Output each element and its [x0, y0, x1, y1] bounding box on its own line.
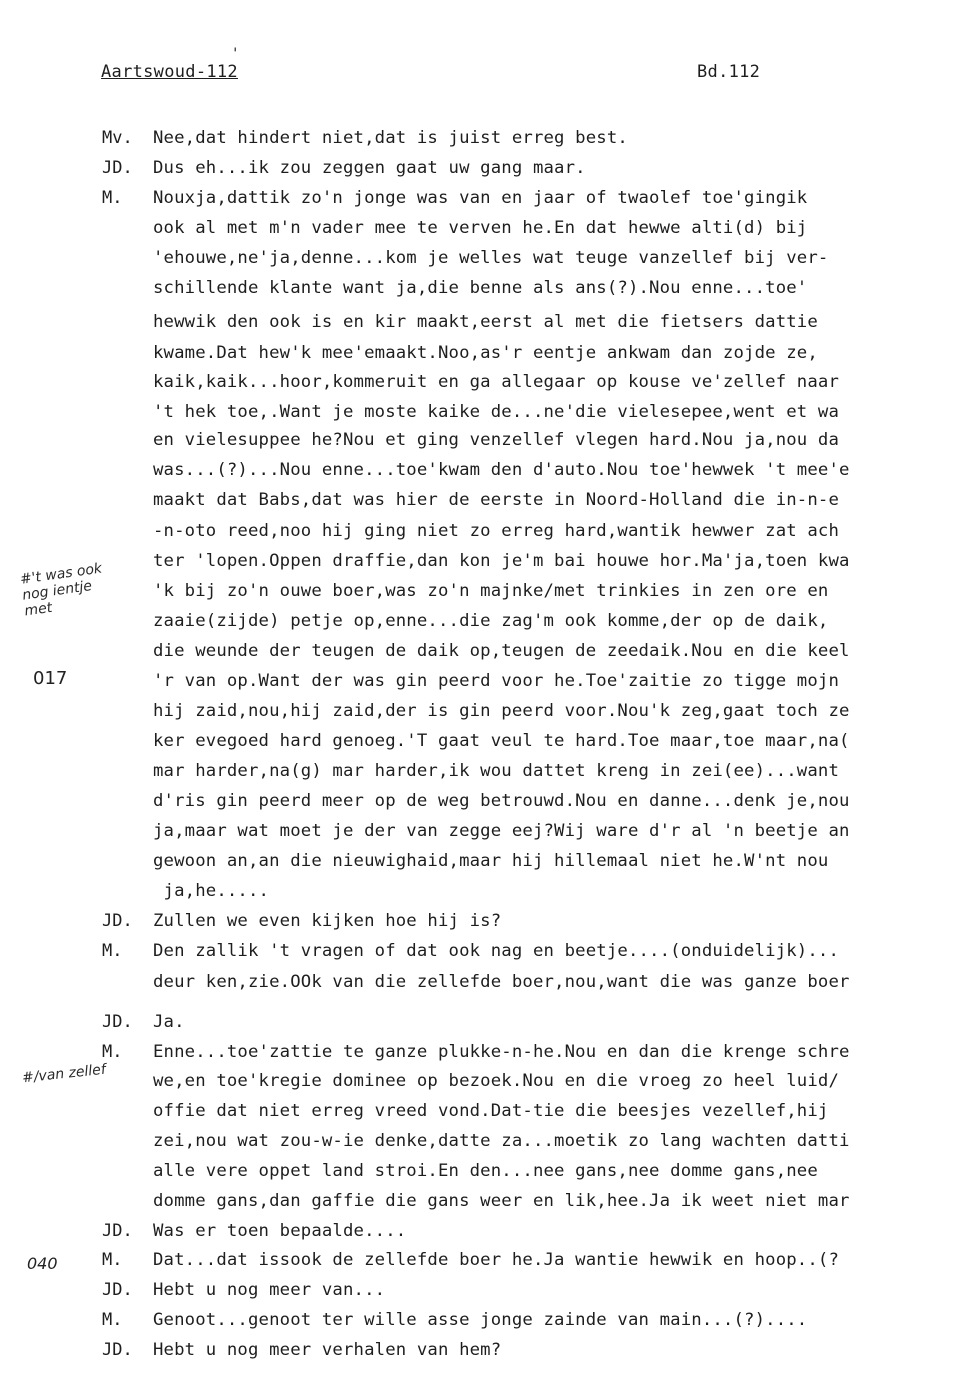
transcript-line: Hebt u nog meer van... [153, 1280, 386, 1300]
speaker-label: JD. [102, 1340, 133, 1360]
transcript-line: Nouxja,dattik zo'n jonge was van en jaar of twaolef toe'gingik [153, 188, 808, 208]
transcript-line: Hebt u nog meer verhalen van hem? [153, 1340, 502, 1360]
transcript-line: Was er toen bepaalde.... [153, 1221, 407, 1241]
transcript-line: hewwik den ook is en kir maakt,eerst al met die fietsers dattie [153, 312, 818, 332]
transcript-line: Genoot...genoot ter wille asse jonge zainde van main...(?).... [153, 1310, 808, 1330]
margin-counter: 040 [27, 1254, 58, 1273]
transcript-line: kwame.Dat hew'k mee'emaakt.Noo,as'r eentje ankwam dan zojde ze, [153, 343, 818, 363]
transcript-line: schillende klante want ja,die benne als ans(?).Nou enne...toe' [153, 278, 808, 298]
transcript-line: domme gans,dan gaffie die gans weer en lik,hee.Ja ik weet niet mar [153, 1191, 850, 1211]
transcript-line: Enne...toe'zattie te ganze plukke-n-he.Nou en dan die krenge schre [153, 1042, 850, 1062]
speaker-label: M. [102, 188, 123, 208]
transcript-line: Zullen we even kijken hoe hij is? [153, 911, 502, 931]
transcript-line: we,en toe'kregie dominee op bezoek.Nou en die vroeg zo heel luid/ [153, 1071, 840, 1091]
transcript-line: 'r van op.Want der was gin peerd voor he.Toe'zaitie zo tigge mojn [153, 671, 840, 691]
transcript-line: offie dat niet erreg vreed vond.Dat-tie die beesjes vezellef,hij [153, 1101, 829, 1121]
transcript-line: Dat...dat issook de zellefde boer he.Ja wantie hewwik en hoop..(? [153, 1250, 840, 1270]
speaker-label: M. [102, 1250, 123, 1270]
transcript-line: 'ehouwe,ne'ja,denne...kom je welles wat teuge vanzellef bij ver- [153, 248, 829, 268]
transcript-line: -n-oto reed,noo hij ging niet zo erreg hard,wantik hewwer zat ach [153, 521, 840, 541]
margin-counter: 017 [33, 668, 68, 689]
transcript-line: Den zallik 't vragen of dat ook nag en beetje....(onduidelijk)... [153, 941, 840, 961]
transcript-line: zaaie(zijde) petje op,enne...die zag'm ook komme,der op de daik, [153, 611, 829, 631]
transcript-line: 'k bij zo'n ouwe boer,was zo'n majnke/met trinkies in zen ore en [153, 581, 829, 601]
transcript-line: 't hek toe,.Want je moste kaike de...ne'die vielesepee,went et wa [153, 402, 840, 422]
transcript-line: d'ris gin peerd meer op de weg betrouwd.Nou en danne...denk je,nou [153, 791, 850, 811]
speaker-label: M. [102, 1042, 123, 1062]
handwritten-margin-note: #'t was ook nog ientje met [19, 560, 104, 620]
document-header-right: Bd.112 [697, 62, 761, 82]
speaker-label: Mv. [102, 128, 133, 148]
document-header-left: Aartswoud-112 [101, 62, 238, 82]
transcript-line: was...(?)...Nou enne...toe'kwam den d'auto.Nou toe'hewwek 't mee'e [153, 460, 850, 480]
transcript-line: gewoon an,an die nieuwighaid,maar hij hillemaal niet he.W'nt nou [153, 851, 829, 871]
transcript-line: ook al met m'n vader mee te verven he.En dat hewwe alti(d) bij [153, 218, 808, 238]
transcript-line: ter 'lopen.Oppen draffie,dan kon je'm bai houwe hor.Ma'ja,toen kwa [153, 551, 850, 571]
transcript-line: mar harder,na(g) mar harder,ik wou dattet kreng in zei(ee)...want [153, 761, 840, 781]
speaker-label: JD. [102, 1280, 133, 1300]
transcript-line: hij zaid,nou,hij zaid,der is gin peerd voor.Nou'k zeg,gaat toch ze [153, 701, 850, 721]
transcript-line: Dus eh...ik zou zeggen gaat uw gang maar. [153, 158, 586, 178]
handwritten-margin-note: #/van zellef [21, 1061, 107, 1087]
transcript-line: zei,nou wat zou-w-ie denke,datte za...moetik zo lang wachten datti [153, 1131, 850, 1151]
speaker-label: JD. [102, 1012, 133, 1032]
transcript-line: ja,he..... [153, 881, 270, 901]
transcript-line: kaik,kaik...hoor,kommeruit en ga allegaar op kouse ve'zellef naar [153, 372, 840, 392]
speaker-label: JD. [102, 158, 133, 178]
transcript-line: alle vere oppet land stroi.En den...nee gans,nee domme gans,nee [153, 1161, 818, 1181]
transcript-line: Ja. [153, 1012, 185, 1032]
transcript-line: ja,maar wat moet je der van zegge eej?Wij ware d'r al 'n beetje an [153, 821, 850, 841]
transcript-line: die weunde der teugen de daik op,teugen de zeedaik.Nou en die keel [153, 641, 850, 661]
transcript-line: Nee,dat hindert niet,dat is juist erreg best. [153, 128, 628, 148]
pen-tick-mark: ' [231, 46, 240, 62]
speaker-label: JD. [102, 1221, 133, 1241]
transcript-line: deur ken,zie.OOk van die zellefde boer,nou,want die was ganze boer [153, 972, 850, 992]
transcript-line: maakt dat Babs,dat was hier de eerste in Noord-Holland die in-n-e [153, 490, 840, 510]
speaker-label: M. [102, 1310, 123, 1330]
speaker-label: JD. [102, 911, 133, 931]
transcript-line: ker evegoed hard genoeg.'T gaat veul te hard.Toe maar,toe maar,na( [153, 731, 850, 751]
speaker-label: M. [102, 941, 123, 961]
transcript-line: en vielesuppee he?Nou et ging venzellef vlegen hard.Nou ja,nou da [153, 430, 840, 450]
